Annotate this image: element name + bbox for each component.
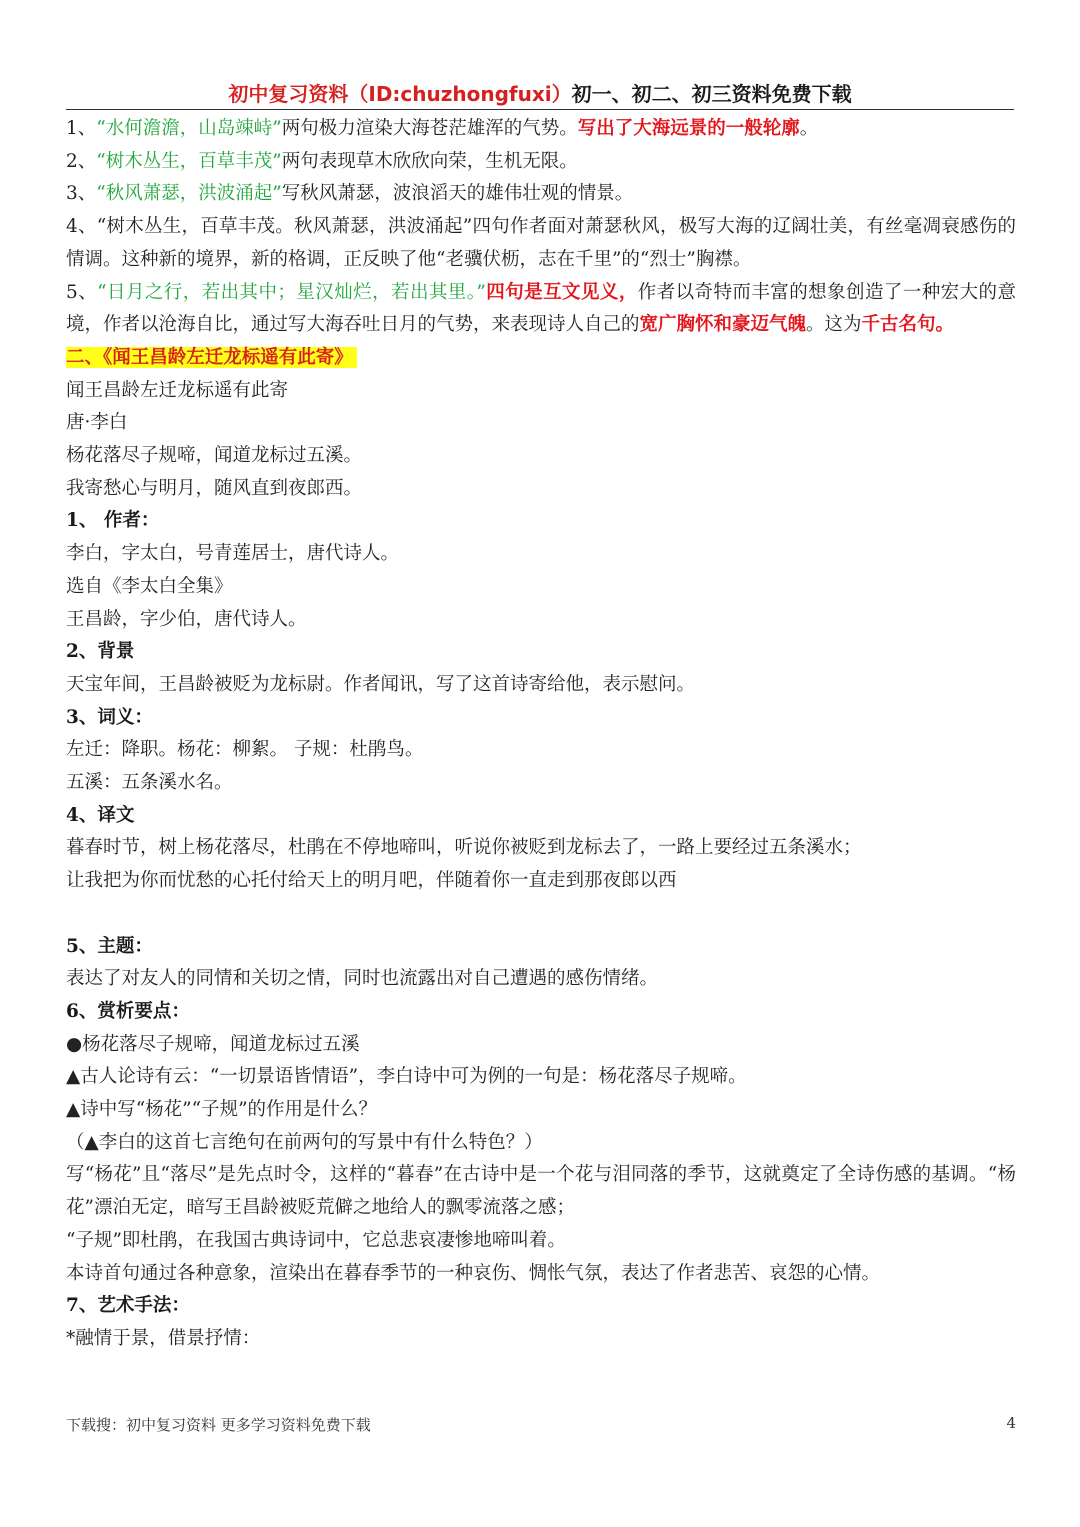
subheading-author: 1、 作者：: [66, 510, 160, 532]
author-info: 选自《李太白全集》: [66, 575, 233, 597]
note-text: 作者以奇特而丰富的想象创造了一种宏大的意境，作者以沧海自比，通过写大海吞吐日月的气势，来表现诗人自己的: [66, 281, 1016, 336]
subheading-vocabulary: 3、词义：: [66, 706, 153, 728]
vocabulary-line: 五溪：五条溪水名。: [66, 772, 233, 794]
note-quote: “秋风萧瑟，洪波涌起”: [96, 183, 282, 205]
background-text: 天宝年间，王昌龄被贬为龙标尉。作者闻讯，写了这首诗寄给他，表示慰问。: [66, 673, 696, 695]
note-quote: “日月之行，若出其中；星汉灿烂，若出其里。”: [97, 281, 486, 303]
note-number: 5、: [66, 281, 98, 303]
analysis-line: ▲诗中写“杨花”“子规”的作用是什么？: [66, 1099, 378, 1121]
page-number: 4: [1006, 1414, 1016, 1432]
poem-title: 闻王昌龄左迁龙标遥有此寄: [66, 379, 289, 401]
note-line-1: [66, 113, 1016, 146]
note-text: 。这为: [806, 314, 862, 336]
poem-line: 我寄愁心与明月，随风直到夜郎西。: [66, 477, 363, 499]
subheading-technique: 7、艺术手法：: [66, 1295, 190, 1317]
note-emphasis: 四句是互文见义，: [485, 281, 638, 303]
note-line-4: 4、“树木丛生，百草丰茂。秋风萧瑟，洪波涌起”四句作者面对萧瑟秋风，极写大海的辽阔壮美，有丝毫凋衰感伤的情调。这种新的境界，新的格调，正反映了他“老骥伏枥，志在千里”的“烈士”胸襟。: [66, 216, 1016, 270]
note-line-5: [66, 277, 1016, 342]
analysis-line: 本诗首句通过各种意象，渲染出在暮春季节的一种哀伤、惆怅气氛，表达了作者悲苦、哀怨的心情。: [66, 1262, 881, 1284]
analysis-line: ▲古人论诗有云：“一切景语皆情语”，李白诗中可为例的一句是：杨花落尽子规啼。: [66, 1066, 747, 1088]
analysis-line: ●杨花落尽子规啼，闻道龙标过五溪: [66, 1033, 360, 1055]
vocabulary-line: 左迁：降职。杨花：柳絮。 子规：杜鹃鸟。: [66, 739, 424, 761]
section-heading: [66, 342, 1016, 375]
technique-line: *融情于景，借景抒情：: [66, 1328, 261, 1349]
note-emphasis: 宽广胸怀和豪迈气魄: [639, 314, 807, 336]
header-divider: [66, 109, 1014, 110]
note-emphasis: 写出了大海远景的一般轮廓: [577, 118, 800, 139]
spacer: [66, 898, 1016, 931]
note-line-2: [66, 146, 1016, 179]
analysis-paragraph: 写“杨花”且“落尽”是先点时令，这样的“暮春”在古诗中是一个花与泪同落的季节，这就奠定了全诗伤感的基调。“杨花”漂泊无定，暗写王昌龄被贬荒僻之地给人的飘零流落之感；: [66, 1164, 1016, 1219]
author-info: 李白，字太白，号青莲居士，唐代诗人。: [66, 543, 400, 565]
note-quote: “水何澹澹，山岛竦峙”: [96, 118, 282, 139]
subheading-analysis: 6、赏析要点：: [66, 1000, 190, 1022]
header-tagline: 初一、初二、初三资料免费下载: [571, 82, 852, 106]
page-header: [0, 78, 1080, 107]
note-text: 写秋风萧瑟，波浪滔天的雄伟壮观的情景。: [281, 183, 634, 205]
subheading-background: 2、背景: [66, 641, 135, 663]
author-info: 王昌龄，字少伯，唐代诗人。: [66, 608, 307, 630]
note-text: 两句极力渲染大海苍茫雄浑的气势。: [281, 118, 578, 139]
translation-line: 让我把为你而忧愁的心托付给天上的明月吧，伴随着你一直走到那夜郎以西: [66, 870, 677, 892]
footer-text: 下载搜：初中复习资料 更多学习资料免费下载: [66, 1416, 371, 1434]
note-number: 3、: [66, 183, 97, 205]
note-number: 1、: [66, 118, 97, 139]
note-text: 两句表现草木欣欣向荣，生机无限。: [281, 150, 578, 172]
note-line-3: [66, 178, 1016, 211]
document-body: [66, 113, 1016, 1356]
note-quote: “树木丛生，百草丰茂”: [96, 150, 282, 172]
header-source: 初中复习资料（ID:chuzhongfuxi）: [228, 82, 572, 106]
page-footer: [66, 1414, 1016, 1435]
section-heading-text: 二、《闻王昌龄左迁龙标遥有此寄》: [66, 347, 357, 368]
theme-text: 表达了对友人的同情和关切之情，同时也流露出对自己遭遇的感伤情绪。: [66, 968, 659, 990]
subheading-translation: 4、译文: [66, 804, 135, 826]
poem-line: 杨花落尽子规啼，闻道龙标过五溪。: [66, 445, 363, 467]
note-number: 2、: [66, 150, 97, 172]
subheading-theme: 5、主题：: [66, 935, 153, 957]
analysis-line: “子规”即杜鹃，在我国古典诗词中，它总悲哀凄惨地啼叫着。: [66, 1229, 566, 1251]
translation-line: 暮春时节，树上杨花落尽，杜鹃在不停地啼叫，听说你被贬到龙标去了，一路上要经过五条溪水；: [66, 837, 862, 859]
analysis-line: （▲李白的这首七言绝句在前两句的写景中有什么特色？）: [66, 1131, 543, 1153]
note-text: 。: [799, 118, 819, 139]
poem-author: 唐·李白: [66, 412, 128, 434]
note-emphasis: 千古名句。: [861, 314, 955, 336]
